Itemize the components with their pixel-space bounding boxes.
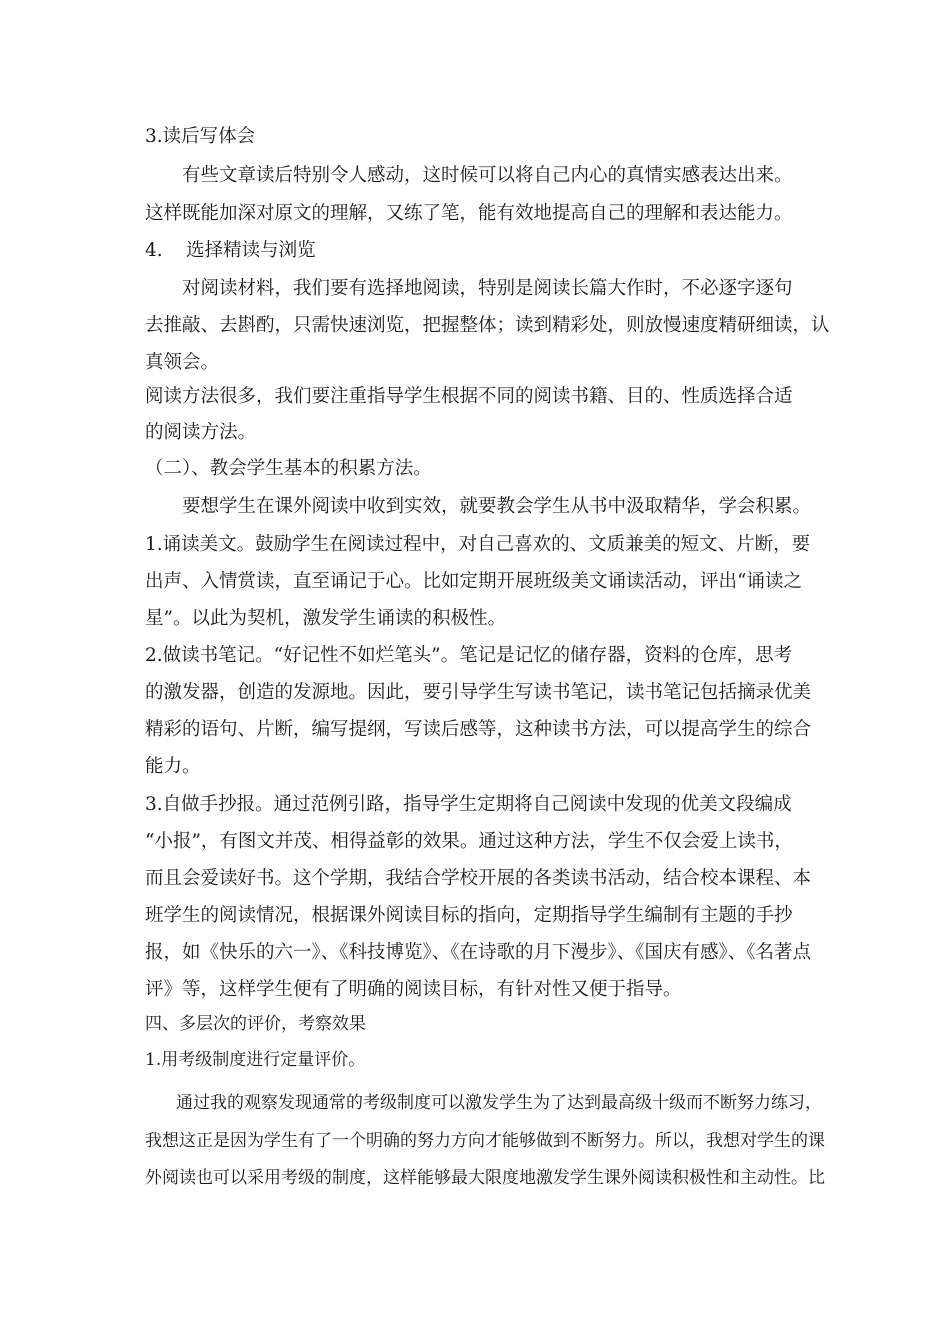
paragraph-line: 的阅读方法。 — [145, 422, 257, 443]
paragraph-line: 班学生的阅读情况，根据课外阅读目标的指向，定期指导学生编制有主题的手抄 — [145, 905, 793, 926]
heading-4-selective-reading: 4. 选择精读与浏览 — [145, 240, 316, 261]
paragraph-line: 的激发器，创造的发源地。因此，要引导学生写读书笔记，读书笔记包括摘录优美 — [145, 682, 812, 703]
subheading: 1.用考级制度进行定量评价。 — [145, 1050, 366, 1070]
list-item-1: 1.诵读美文。鼓励学生在阅读过程中，对自己喜欢的、文质兼美的短文、片断，要 — [145, 534, 811, 555]
paragraph-line: 有些文章读后特别令人感动，这时候可以将自己内心的真情实感表达出来。 — [182, 165, 793, 186]
list-item-2: 2.做读书笔记。“好记性不如烂笔头”。笔记是记忆的储存器，资料的仓库，思考 — [145, 645, 793, 666]
paragraph-line: 要想学生在课外阅读中收到实效，就要教会学生从书中汲取精华，学会积累。 — [182, 496, 812, 517]
section-heading: 四、多层次的评价，考察效果 — [145, 1014, 366, 1034]
paragraph-line: 对阅读材料，我们要有选择地阅读，特别是阅读长篇大作时，不必逐字逐句 — [182, 278, 793, 299]
paragraph-line: 这样既能加深对原文的理解，又练了笔，能有效地提高自己的理解和表达能力。 — [145, 203, 793, 224]
section-heading: （二）、教会学生基本的积累方法。 — [145, 458, 432, 479]
paragraph-line: 我想这正是因为学生有了一个明确的努力方向才能够做到不断努力。所以，我想对学生的课 — [145, 1131, 825, 1151]
paragraph-line: 能力。 — [145, 756, 201, 777]
paragraph-line: “小报”，有图文并茂、相得益彰的效果。通过这种方法，学生不仅会爱上读书， — [145, 831, 793, 852]
paragraph-line: 报，如《快乐的六一》、《科技博览》、《在诗歌的月下漫步》、《国庆有感》、《名著点 — [145, 942, 812, 963]
paragraph-line: 精彩的语句、片断，编写提纲，写读后感等，这种读书方法，可以提高学生的综合 — [145, 719, 812, 740]
paragraph-line: 真领会。 — [145, 352, 220, 373]
paragraph-line: 去推敲、去斟酌，只需快速浏览，把握整体；读到精彩处，则放慢速度精研细读，认 — [145, 315, 830, 336]
paragraph-line: 通过我的观察发现通常的考级制度可以激发学生为了达到最高级十级而不断努力练习， — [176, 1093, 822, 1113]
paragraph-line: 而且会爱读好书。这个学期，我结合学校开展的各类读书活动，结合校本课程、本 — [145, 868, 812, 889]
paragraph-line: 出声、入情赏读，直至诵记于心。比如定期开展班级美文诵读活动，评出“诵读之 — [145, 571, 802, 592]
paragraph-line: 星”。以此为契机，激发学生诵读的积极性。 — [145, 608, 506, 629]
paragraph-line: 外阅读也可以采用考级的制度，这样能够最大限度地激发学生课外阅读积极性和主动性。比 — [145, 1168, 825, 1188]
paragraph-line: 评》等，这样学生便有了明确的阅读目标，有针对性又便于指导。 — [145, 979, 682, 1000]
list-item-3: 3.自做手抄报。通过范例引路，指导学生定期将自己阅读中发现的优美文段编成 — [145, 794, 792, 815]
heading-3-reflection: 3.读后写体会 — [145, 126, 256, 147]
paragraph-line: 阅读方法很多，我们要注重指导学生根据不同的阅读书籍、目的、性质选择合适 — [145, 386, 793, 407]
